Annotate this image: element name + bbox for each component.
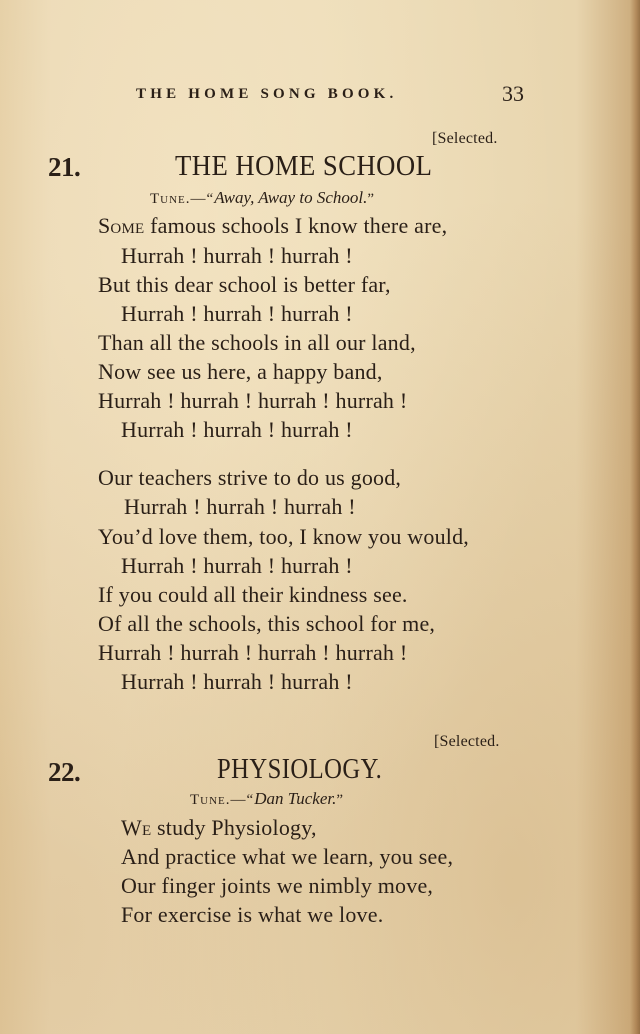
verse-line: We study Physiology, xyxy=(121,815,317,840)
tune-label: Tune.—“ xyxy=(150,191,215,207)
verse-line: If you could all their kindness see. xyxy=(98,582,408,607)
verse-line: Our teachers strive to do us good, xyxy=(98,465,402,490)
verse-line: Hurrah ! hurrah ! hurrah ! xyxy=(121,301,353,326)
running-title: THE HOME SONG BOOK. xyxy=(136,86,398,102)
song-title: PHYSIOLOGY. xyxy=(217,754,383,785)
page-number: 33 xyxy=(502,81,524,106)
first-word: We xyxy=(121,815,152,840)
tune-line xyxy=(150,188,374,208)
verse-line: For exercise is what we love. xyxy=(121,902,384,927)
tune-label: Tune.—“ xyxy=(190,792,255,808)
tune-name: Away, Away to School. xyxy=(214,188,368,207)
verse-line: Of all the schools, this school for me, xyxy=(98,611,436,636)
song-title: THE HOME SCHOOL xyxy=(175,150,433,182)
source-note: [Selected. xyxy=(432,130,498,147)
verse-line: Some famous schools I know there are, xyxy=(98,213,448,238)
tune-line xyxy=(190,789,343,809)
verse-line: Hurrah ! hurrah ! hurrah ! xyxy=(121,243,353,268)
verse-line: Hurrah ! hurrah ! hurrah ! xyxy=(121,417,353,442)
tune-close-quote: ” xyxy=(336,792,344,808)
song-number: 22. xyxy=(48,757,81,787)
verse-line: Hurrah ! hurrah ! hurrah ! hurrah ! xyxy=(98,640,408,665)
verse-line: Our finger joints we nimbly move, xyxy=(121,873,434,898)
tune-name: Dan Tucker. xyxy=(254,789,337,808)
verse-line: But this dear school is better far, xyxy=(98,272,391,297)
page-edge-shading xyxy=(630,0,640,1034)
source-note: [Selected. xyxy=(434,733,500,750)
verse-line: And practice what we learn, you see, xyxy=(121,844,454,869)
verse-line: Hurrah ! hurrah ! hurrah ! xyxy=(121,553,353,578)
first-word: Some xyxy=(98,213,145,238)
verse-line: Hurrah ! hurrah ! hurrah ! xyxy=(121,669,353,694)
verse-line: Hurrah ! hurrah ! hurrah ! xyxy=(124,494,356,519)
verse-line: Hurrah ! hurrah ! hurrah ! hurrah ! xyxy=(98,388,408,413)
verse-line: You’d love them, too, I know you would, xyxy=(98,524,470,549)
song-number: 21. xyxy=(48,152,81,182)
tune-close-quote: ” xyxy=(367,191,375,207)
verse-line: Than all the schools in all our land, xyxy=(98,330,416,355)
verse-line: Now see us here, a happy band, xyxy=(98,359,383,384)
